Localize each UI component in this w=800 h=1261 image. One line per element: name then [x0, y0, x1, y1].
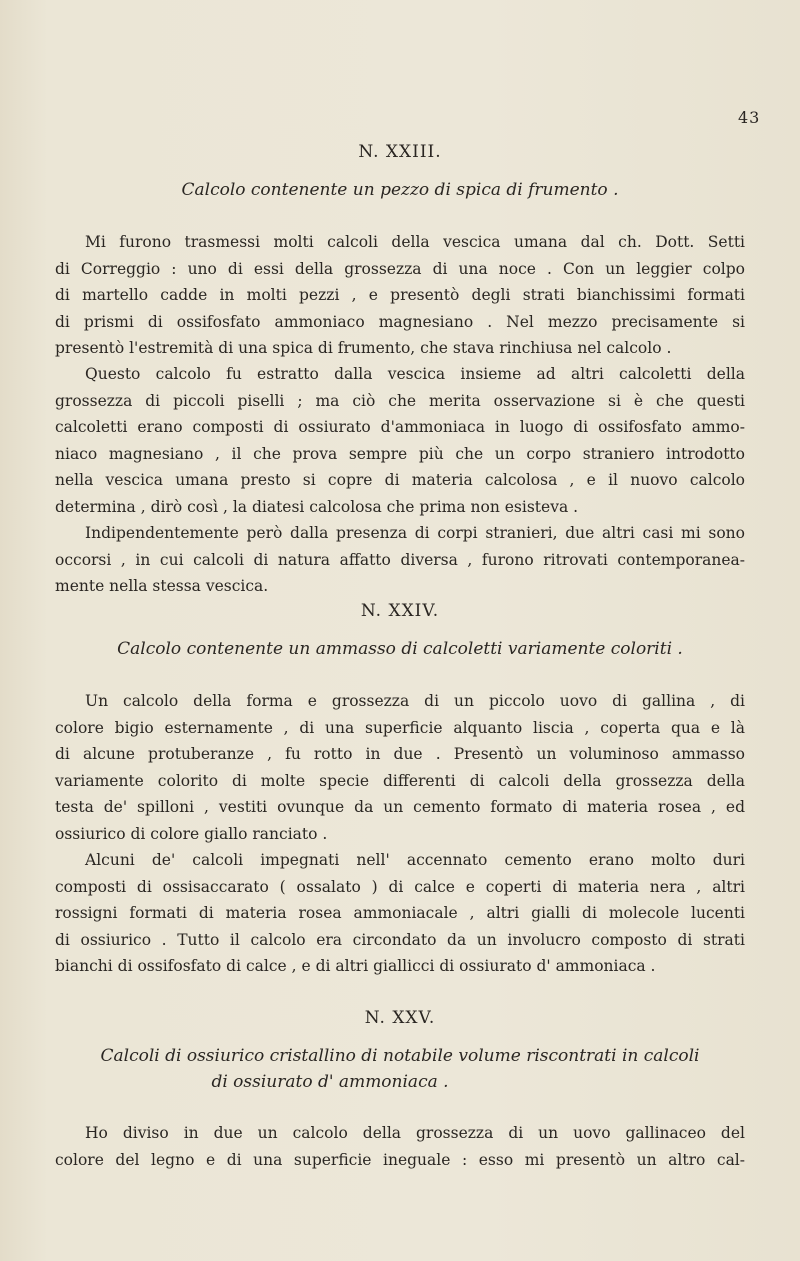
text-line: colore del legno e di una superficie ineguale : esso mi presentò un altro cal-	[55, 1150, 745, 1169]
text-line: Mi furono trasmessi molti calcoli della vescica umana dal ch. Dott. Setti	[85, 233, 745, 251]
text-line: mente nella stessa vescica.	[55, 577, 269, 595]
text-line: Un calcolo della forma e grossezza di un piccolo uovo di gallina , di	[85, 692, 745, 710]
paragraph-xxv-1	[55, 1120, 745, 1173]
text-line: calcoletti erano composti di ossiurato d'ammoniaca in luogo di ossifosfato ammo-	[55, 418, 745, 436]
text-line: testa de' spilloni , vestiti ovunque da un cemento formato di materia rosea , ed	[55, 798, 745, 816]
text-line: rossigni formati di materia rosea ammoniacale , altri gialli di molecole lucenti	[55, 904, 745, 922]
text-line: nella vescica umana presto si copre di materia calcolosa , e il nuovo calcolo	[55, 471, 745, 489]
section-subtitle-xxiii: Calcolo contenente un pezzo di spica di frumento .	[181, 180, 619, 200]
text-line: variamente colorito di molte specie differenti di calcoli della grossezza della	[55, 771, 745, 790]
text-line: colore bigio esternamente , di una superficie alquanto liscia , coperta qua e là	[55, 718, 745, 737]
text-line: occorsi , in cui calcoli di natura affatto diversa , furono ritrovati contemporanea-	[55, 550, 745, 569]
text-line: Questo calcolo fu estratto dalla vescica insieme ad altri calcoletti della	[85, 365, 745, 383]
section-subtitle-xxiv: Calcolo contenente un ammasso di calcoletti variamente coloriti .	[117, 639, 683, 659]
text-line: Indipendentemente però dalla presenza di corpi stranieri, due altri casi mi sono	[85, 524, 745, 542]
paragraph-xxiii-1	[55, 229, 745, 362]
section-subtitle-xxv-line-1: Calcoli di ossiurico cristallino di notabile volume riscontrati in calcoli	[100, 1046, 700, 1066]
text-line: composti di ossisaccarato ( ossalato ) di calce e coperti di materia nera , altri	[55, 877, 745, 896]
paragraph-xxiv-2	[55, 847, 745, 980]
text-line: di martello cadde in molti pezzi , e presentò degli strati bianchissimi formati	[55, 286, 745, 304]
text-line: Ho diviso in due un calcolo della grossezza di un uovo gallinaceo del	[85, 1124, 745, 1142]
section-heading-xxv: N. XXV.	[364, 1008, 436, 1028]
section-subtitle-xxv-line-2: di ossiurato d' ammoniaca .	[211, 1072, 449, 1092]
page-number: 43	[738, 108, 761, 127]
text-line: grossezza di piccoli piselli ; ma ciò che merita osservazione si è che questi	[55, 391, 745, 410]
paragraph-xxiv-1	[55, 688, 745, 847]
text-line: di prismi di ossifosfato ammoniaco magnesiano . Nel mezzo precisamente si	[55, 312, 745, 331]
text-line: bianchi di ossifosfato di calce , e di altri giallicci di ossiurato d' ammoniaca .	[55, 957, 656, 975]
text-line: Alcuni de' calcoli impegnati nell' accennato cemento erano molto duri	[85, 851, 745, 869]
text-line: presentò l'estremità di una spica di frumento, che stava rinchiusa nel calcolo .	[55, 339, 672, 357]
text-line: di alcune protuberanze , fu rotto in due . Presentò un voluminoso ammasso	[55, 745, 745, 763]
text-line: di Correggio : uno di essi della grossezza di una noce . Con un leggier colpo	[55, 259, 745, 278]
section-heading-xxiii: N. XXIII.	[358, 142, 442, 162]
text-line: niaco magnesiano , il che prova sempre più che un corpo straniero introdotto	[55, 444, 745, 463]
section-heading-xxiv: N. XXIV.	[360, 601, 440, 621]
paragraph-xxiii-3	[55, 520, 745, 600]
text-line: di ossiurico . Tutto il calcolo era circondato da un involucro composto di strati	[55, 930, 745, 949]
text-line: determina , dirò così , la diatesi calcolosa che prima non esisteva .	[55, 497, 579, 516]
text-line: ossiurico di colore giallo ranciato .	[55, 824, 328, 843]
paragraph-xxiii-2	[55, 361, 745, 520]
